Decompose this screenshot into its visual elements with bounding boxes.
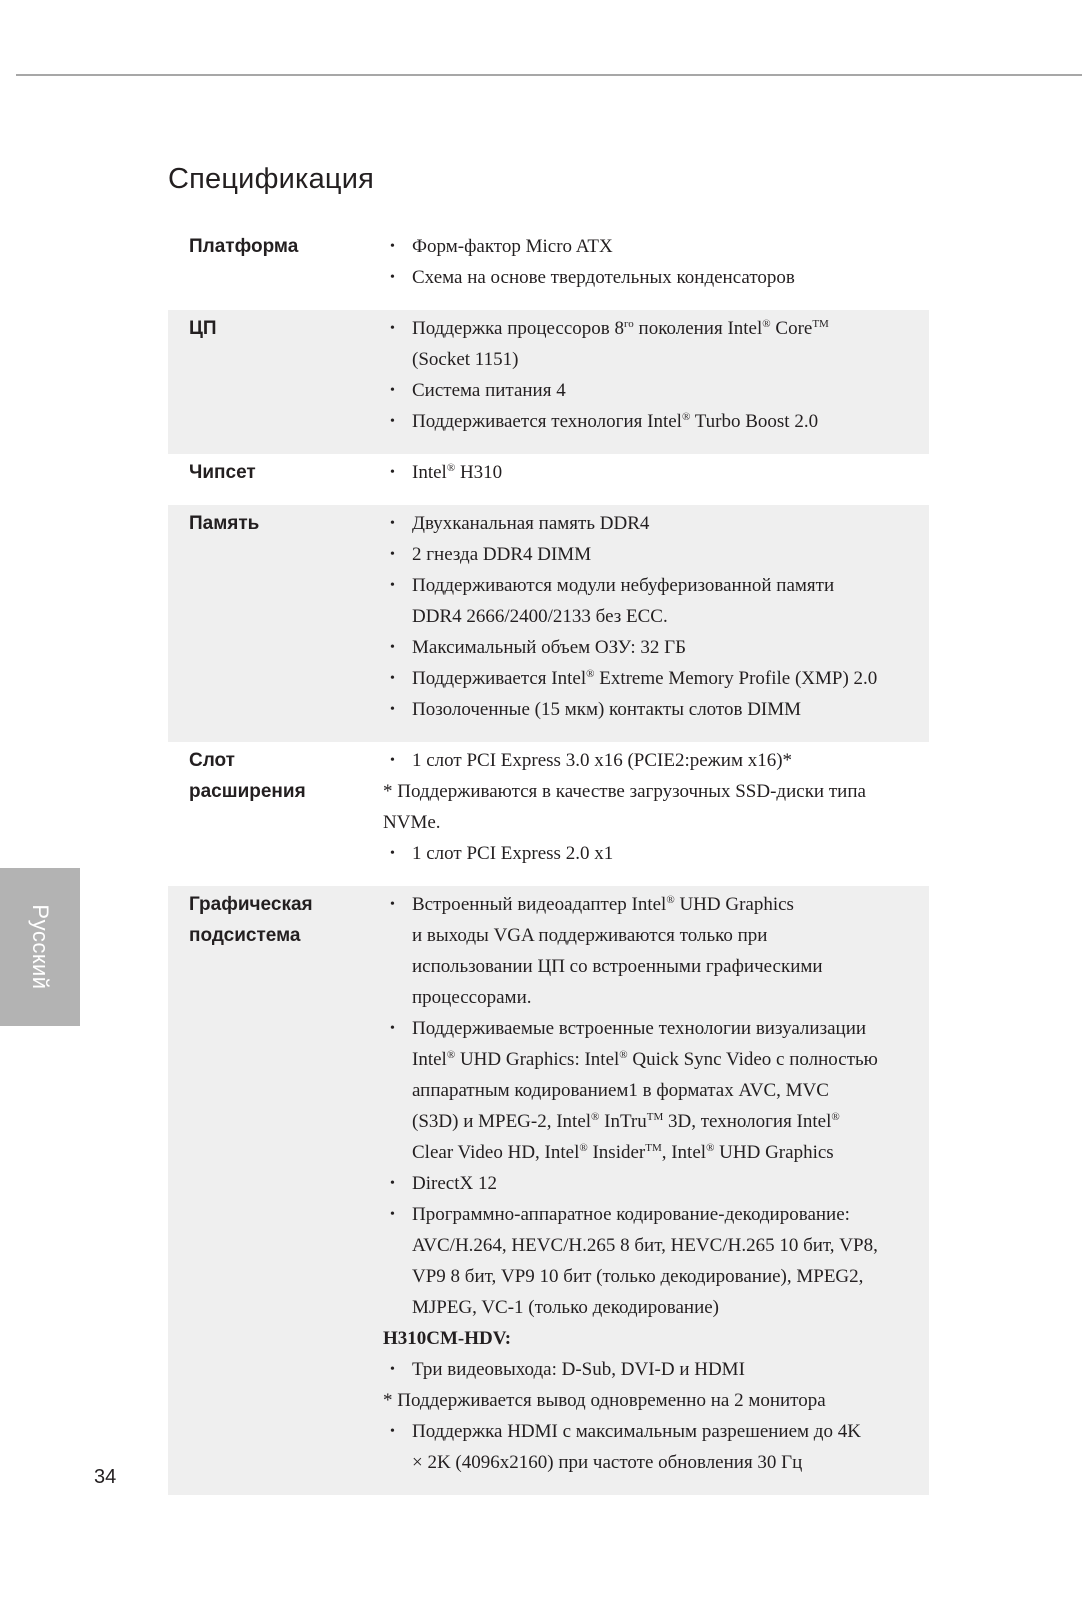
spec-continuation-line — [383, 1230, 915, 1261]
spec-text: Intel — [412, 462, 447, 483]
spec-bullet-item — [383, 539, 915, 570]
spec-text: процессорами. — [412, 987, 532, 1008]
spec-text: InTru — [599, 1111, 647, 1132]
page-title: Спецификация — [168, 163, 375, 195]
spec-text: H310 — [455, 462, 503, 483]
spec-text: UHD Graphics: Intel — [455, 1049, 620, 1070]
spec-row-label — [189, 889, 313, 951]
superscript-mark: ® — [681, 411, 691, 423]
spec-row-content — [383, 231, 915, 293]
spec-row — [168, 454, 929, 505]
spec-text: DDR4 2666/2400/2133 без ECC. — [412, 606, 668, 627]
superscript-mark: TM — [646, 1111, 664, 1123]
spec-text: Максимальный объем ОЗУ: 32 ГБ — [412, 637, 687, 658]
spec-note-line — [383, 1385, 915, 1416]
spec-bullet-item — [383, 406, 915, 437]
spec-bullet-item — [383, 889, 915, 920]
spec-continuation-line — [383, 1447, 915, 1478]
superscript-mark: ® — [579, 1142, 588, 1154]
spec-row-content — [383, 889, 915, 1478]
superscript-mark: ® — [446, 1049, 456, 1061]
spec-row — [168, 742, 929, 886]
spec-row-label-line: Чипсет — [189, 462, 256, 483]
spec-text: Поддержка HDMI с максимальным разрешением до 4K — [412, 1421, 861, 1442]
spec-note-line — [383, 776, 915, 807]
superscript-mark: TM — [645, 1142, 662, 1154]
spec-continuation-line — [383, 1044, 915, 1075]
spec-text: Insider — [587, 1142, 646, 1163]
spec-text: DirectX 12 — [412, 1173, 497, 1194]
spec-text: Форм-фактор Micro ATX — [412, 236, 613, 257]
spec-row-label-line: Платформа — [189, 236, 299, 257]
spec-text: Поддержка процессоров 8 — [412, 318, 625, 339]
spec-text: H310CM-HDV: — [383, 1328, 512, 1349]
spec-text: поколения Intel — [633, 318, 763, 339]
spec-row-label — [189, 745, 306, 807]
spec-text: Поддерживаемые встроенные технологии визуализации — [412, 1018, 867, 1039]
spec-text: Схема на основе твердотельных конденсаторов — [412, 267, 795, 288]
spec-text: Позолоченные (15 мкм) контакты слотов DIMM — [412, 699, 802, 720]
spec-bullet-item — [383, 838, 915, 869]
superscript-mark: ® — [762, 318, 771, 330]
spec-bullet-item — [383, 745, 915, 776]
spec-row-label-line: Графическая — [189, 894, 313, 915]
spec-continuation-line — [383, 920, 915, 951]
language-side-tab-label: Русский — [28, 904, 53, 990]
specification-table — [168, 228, 929, 1495]
spec-text: UHD Graphics — [714, 1142, 834, 1163]
spec-note-line — [383, 807, 915, 838]
spec-text: UHD Graphics — [674, 894, 794, 915]
superscript-mark: го — [624, 318, 634, 330]
spec-row-label-line: подсистема — [189, 925, 301, 946]
superscript-mark: ® — [586, 668, 595, 680]
spec-bullet-item — [383, 1416, 915, 1447]
spec-text: 1 слот PCI Express 3.0 x16 (PCIE2:режим x16)* — [412, 750, 793, 771]
spec-text: аппаратным кодированием1 в форматах AVC, MVC — [412, 1080, 829, 1101]
spec-text: Три видеовыхода: D-Sub, DVI-D и HDMI — [412, 1359, 745, 1380]
spec-row-label-line: ЦП — [189, 318, 217, 339]
spec-bullet-item — [383, 313, 915, 344]
superscript-mark: ® — [591, 1111, 600, 1123]
spec-text: Extreme Memory Profile (XMP) 2.0 — [594, 668, 878, 689]
spec-bullet-item — [383, 694, 915, 725]
spec-text: Core — [770, 318, 813, 339]
spec-text: * Поддерживается вывод одновременно на 2 монитора — [383, 1390, 826, 1411]
superscript-mark: ® — [446, 462, 456, 474]
spec-bullet-item — [383, 457, 915, 488]
spec-text: и выходы VGA поддерживаются только при — [412, 925, 768, 946]
spec-text: VP9 8 бит, VP9 10 бит (только декодирование), MPEG2, — [412, 1266, 864, 1287]
spec-text: Программно-аппаратное кодирование-декодирование: — [412, 1204, 850, 1225]
spec-bullet-item — [383, 1168, 915, 1199]
spec-text: использовании ЦП со встроенными графическими — [412, 956, 823, 977]
superscript-mark: ® — [831, 1111, 840, 1123]
spec-row-label — [189, 457, 256, 488]
spec-row — [168, 886, 929, 1495]
spec-row — [168, 505, 929, 742]
spec-continuation-line — [383, 1292, 915, 1323]
language-side-tab — [0, 868, 80, 1026]
spec-bullet-item — [383, 1013, 915, 1044]
spec-bullet-item — [383, 1354, 915, 1385]
spec-row-content — [383, 457, 915, 488]
spec-continuation-line — [383, 1106, 915, 1137]
spec-row-content — [383, 313, 915, 437]
spec-continuation-line — [383, 1137, 915, 1168]
spec-continuation-line — [383, 951, 915, 982]
spec-continuation-line — [383, 601, 915, 632]
spec-text: MJPEG, VC-1 (только декодирование) — [412, 1297, 720, 1318]
superscript-mark: ® — [706, 1142, 715, 1154]
spec-bullet-item — [383, 375, 915, 406]
spec-row-content — [383, 745, 915, 869]
superscript-mark: TM — [812, 318, 829, 330]
spec-row-label-line: Слот — [189, 750, 235, 771]
spec-text: Поддерживается технология Intel — [412, 411, 682, 432]
page-number: 34 — [94, 1466, 117, 1488]
spec-text: Поддерживаются модули небуферизованной памяти — [412, 575, 835, 596]
spec-text: 2 гнезда DDR4 DIMM — [412, 544, 592, 565]
spec-text: Clear Video HD, Intel — [412, 1142, 580, 1163]
spec-continuation-line — [383, 1075, 915, 1106]
spec-continuation-line — [383, 1261, 915, 1292]
spec-bullet-item — [383, 570, 915, 601]
superscript-mark: ® — [666, 894, 675, 906]
spec-row-label-line: расширения — [189, 781, 306, 802]
spec-bullet-item — [383, 262, 915, 293]
spec-text: , Intel — [661, 1142, 707, 1163]
spec-bullet-item — [383, 632, 915, 663]
spec-text: (Socket 1151) — [412, 349, 519, 370]
spec-text: Двухканальная память DDR4 — [412, 513, 650, 534]
superscript-mark: ® — [619, 1049, 628, 1061]
spec-continuation-line — [383, 982, 915, 1013]
spec-text: 1 слот PCI Express 2.0 x1 — [412, 843, 614, 864]
spec-text: Поддерживается Intel — [412, 668, 587, 689]
spec-bullet-item — [383, 663, 915, 694]
spec-row-label-line: Память — [189, 513, 260, 534]
spec-note-line — [383, 1323, 915, 1354]
spec-continuation-line — [383, 344, 915, 375]
spec-text: Quick Sync Video с полностью — [627, 1049, 878, 1070]
spec-text: Turbo Boost 2.0 — [690, 411, 819, 432]
spec-row — [168, 228, 929, 310]
spec-bullet-item — [383, 1199, 915, 1230]
spec-text: NVMe. — [383, 812, 441, 833]
spec-text: (S3D) и MPEG-2, Intel — [412, 1111, 592, 1132]
spec-text: 3D, технология Intel — [663, 1111, 832, 1132]
spec-row-label — [189, 231, 298, 262]
spec-text: × 2K (4096x2160) при частоте обновления 30 Гц — [412, 1452, 803, 1473]
spec-text: Система питания 4 — [412, 380, 566, 401]
spec-text: * Поддерживаются в качестве загрузочных SSD-диски типа — [383, 781, 866, 802]
spec-text: Встроенный видеоадаптер Intel — [412, 894, 667, 915]
spec-text: AVC/H.264, HEVC/H.265 8 бит, HEVC/H.265 10 бит, VP8, — [412, 1235, 878, 1256]
spec-text: Intel — [412, 1049, 447, 1070]
spec-bullet-item — [383, 231, 915, 262]
spec-bullet-item — [383, 508, 915, 539]
spec-row — [168, 310, 929, 454]
spec-row-label — [189, 508, 259, 539]
top-divider — [16, 74, 1082, 76]
spec-row-content — [383, 508, 915, 725]
spec-row-label — [189, 313, 217, 344]
